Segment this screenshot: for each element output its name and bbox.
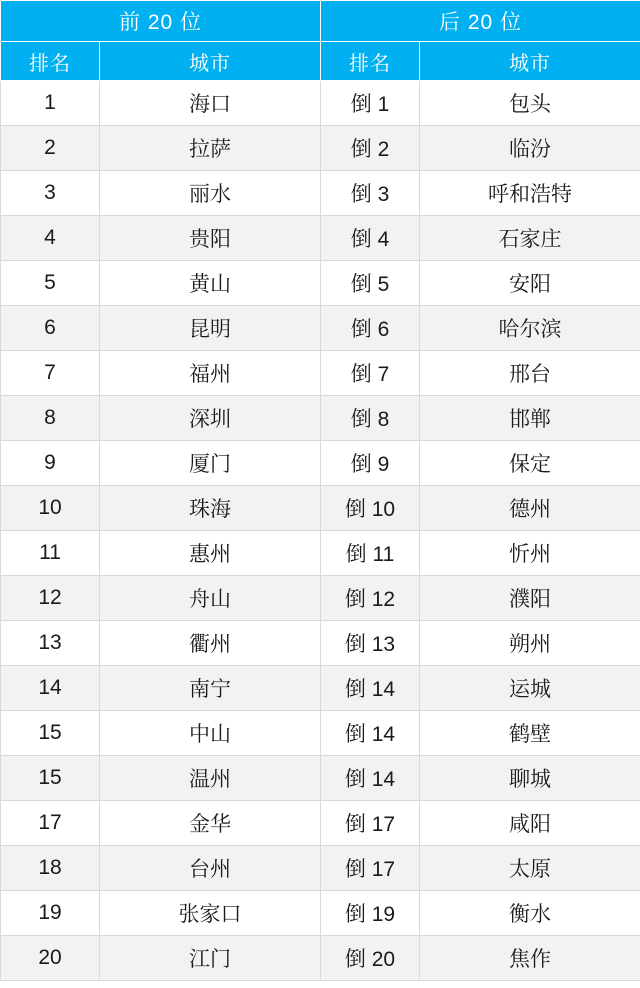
cell-bottom-city: 德州 [420, 486, 640, 531]
table-row [1, 936, 640, 981]
cell-top-city: 台州 [100, 846, 321, 891]
cell-top-city: 拉萨 [100, 126, 321, 171]
cell-top-city: 深圳 [100, 396, 321, 441]
table-row [1, 261, 640, 306]
group-header-row [1, 1, 640, 42]
cell-bottom-rank: 倒 13 [321, 621, 420, 666]
cell-top-city: 厦门 [100, 441, 321, 486]
table-row [1, 306, 640, 351]
cell-top-rank: 13 [1, 621, 100, 666]
cell-bottom-city: 邯郸 [420, 396, 640, 441]
cell-bottom-city: 焦作 [420, 936, 640, 981]
cell-bottom-rank: 倒 4 [321, 216, 420, 261]
cell-bottom-city: 石家庄 [420, 216, 640, 261]
table-row [1, 486, 640, 531]
table-header [1, 1, 640, 81]
cell-bottom-rank: 倒 6 [321, 306, 420, 351]
cell-top-rank: 7 [1, 351, 100, 396]
table-row [1, 81, 640, 126]
cell-top-rank: 1 [1, 81, 100, 126]
cell-top-city: 丽水 [100, 171, 321, 216]
table-row [1, 126, 640, 171]
cell-bottom-city: 运城 [420, 666, 640, 711]
cell-top-rank: 8 [1, 396, 100, 441]
column-header-bottom-rank: 排名 [321, 42, 420, 81]
cell-bottom-rank: 倒 2 [321, 126, 420, 171]
cell-top-city: 舟山 [100, 576, 321, 621]
cell-top-city: 南宁 [100, 666, 321, 711]
cell-bottom-rank: 倒 17 [321, 846, 420, 891]
table-row [1, 576, 640, 621]
column-header-bottom-city: 城市 [420, 42, 640, 81]
cell-top-rank: 18 [1, 846, 100, 891]
cell-bottom-rank: 倒 17 [321, 801, 420, 846]
table-row [1, 756, 640, 801]
cell-bottom-city: 咸阳 [420, 801, 640, 846]
cell-bottom-city: 包头 [420, 81, 640, 126]
cell-bottom-rank: 倒 19 [321, 891, 420, 936]
cell-bottom-rank: 倒 20 [321, 936, 420, 981]
cell-top-city: 中山 [100, 711, 321, 756]
cell-top-city: 惠州 [100, 531, 321, 576]
cell-top-city: 贵阳 [100, 216, 321, 261]
cell-top-rank: 3 [1, 171, 100, 216]
cell-top-rank: 19 [1, 891, 100, 936]
cell-bottom-city: 太原 [420, 846, 640, 891]
table-row [1, 621, 640, 666]
cell-bottom-city: 呼和浩特 [420, 171, 640, 216]
column-header-top-city: 城市 [100, 42, 321, 81]
cell-bottom-rank: 倒 3 [321, 171, 420, 216]
cell-bottom-city: 濮阳 [420, 576, 640, 621]
column-header-row [1, 42, 640, 81]
cell-top-city: 衢州 [100, 621, 321, 666]
cell-bottom-city: 邢台 [420, 351, 640, 396]
cell-top-rank: 11 [1, 531, 100, 576]
cell-top-rank: 15 [1, 711, 100, 756]
cell-bottom-rank: 倒 7 [321, 351, 420, 396]
table-row [1, 801, 640, 846]
table-row [1, 351, 640, 396]
cell-bottom-rank: 倒 14 [321, 756, 420, 801]
table-row [1, 441, 640, 486]
group-header-top20: 前 20 位 [1, 1, 321, 42]
cell-top-city: 张家口 [100, 891, 321, 936]
cell-top-city: 金华 [100, 801, 321, 846]
cell-bottom-city: 忻州 [420, 531, 640, 576]
cell-bottom-rank: 倒 14 [321, 711, 420, 756]
cell-top-city: 昆明 [100, 306, 321, 351]
table-row [1, 531, 640, 576]
cell-top-rank: 6 [1, 306, 100, 351]
cell-bottom-rank: 倒 11 [321, 531, 420, 576]
cell-bottom-city: 哈尔滨 [420, 306, 640, 351]
cell-top-city: 黄山 [100, 261, 321, 306]
cell-bottom-city: 保定 [420, 441, 640, 486]
table-body [1, 81, 640, 981]
cell-bottom-rank: 倒 8 [321, 396, 420, 441]
group-header-bottom20: 后 20 位 [321, 1, 640, 42]
cell-bottom-city: 衡水 [420, 891, 640, 936]
cell-top-city: 福州 [100, 351, 321, 396]
cell-bottom-rank: 倒 14 [321, 666, 420, 711]
cell-bottom-rank: 倒 1 [321, 81, 420, 126]
cell-top-rank: 4 [1, 216, 100, 261]
cell-bottom-city: 安阳 [420, 261, 640, 306]
table-row [1, 891, 640, 936]
cell-top-rank: 15 [1, 756, 100, 801]
cell-top-rank: 14 [1, 666, 100, 711]
cell-top-city: 温州 [100, 756, 321, 801]
cell-top-rank: 9 [1, 441, 100, 486]
table-row [1, 396, 640, 441]
cell-top-city: 江门 [100, 936, 321, 981]
cell-bottom-rank: 倒 10 [321, 486, 420, 531]
cell-bottom-city: 朔州 [420, 621, 640, 666]
cell-bottom-rank: 倒 5 [321, 261, 420, 306]
cell-top-rank: 2 [1, 126, 100, 171]
cell-top-rank: 20 [1, 936, 100, 981]
cell-top-city: 珠海 [100, 486, 321, 531]
cell-bottom-rank: 倒 9 [321, 441, 420, 486]
cell-bottom-rank: 倒 12 [321, 576, 420, 621]
table-row [1, 171, 640, 216]
column-header-top-rank: 排名 [1, 42, 100, 81]
cell-bottom-city: 鹤壁 [420, 711, 640, 756]
cell-top-rank: 5 [1, 261, 100, 306]
table-row [1, 846, 640, 891]
cell-bottom-city: 临汾 [420, 126, 640, 171]
table-row [1, 711, 640, 756]
cell-top-rank: 17 [1, 801, 100, 846]
table-row [1, 216, 640, 261]
table-row [1, 666, 640, 711]
cell-bottom-city: 聊城 [420, 756, 640, 801]
cell-top-city: 海口 [100, 81, 321, 126]
cell-top-rank: 12 [1, 576, 100, 621]
cell-top-rank: 10 [1, 486, 100, 531]
